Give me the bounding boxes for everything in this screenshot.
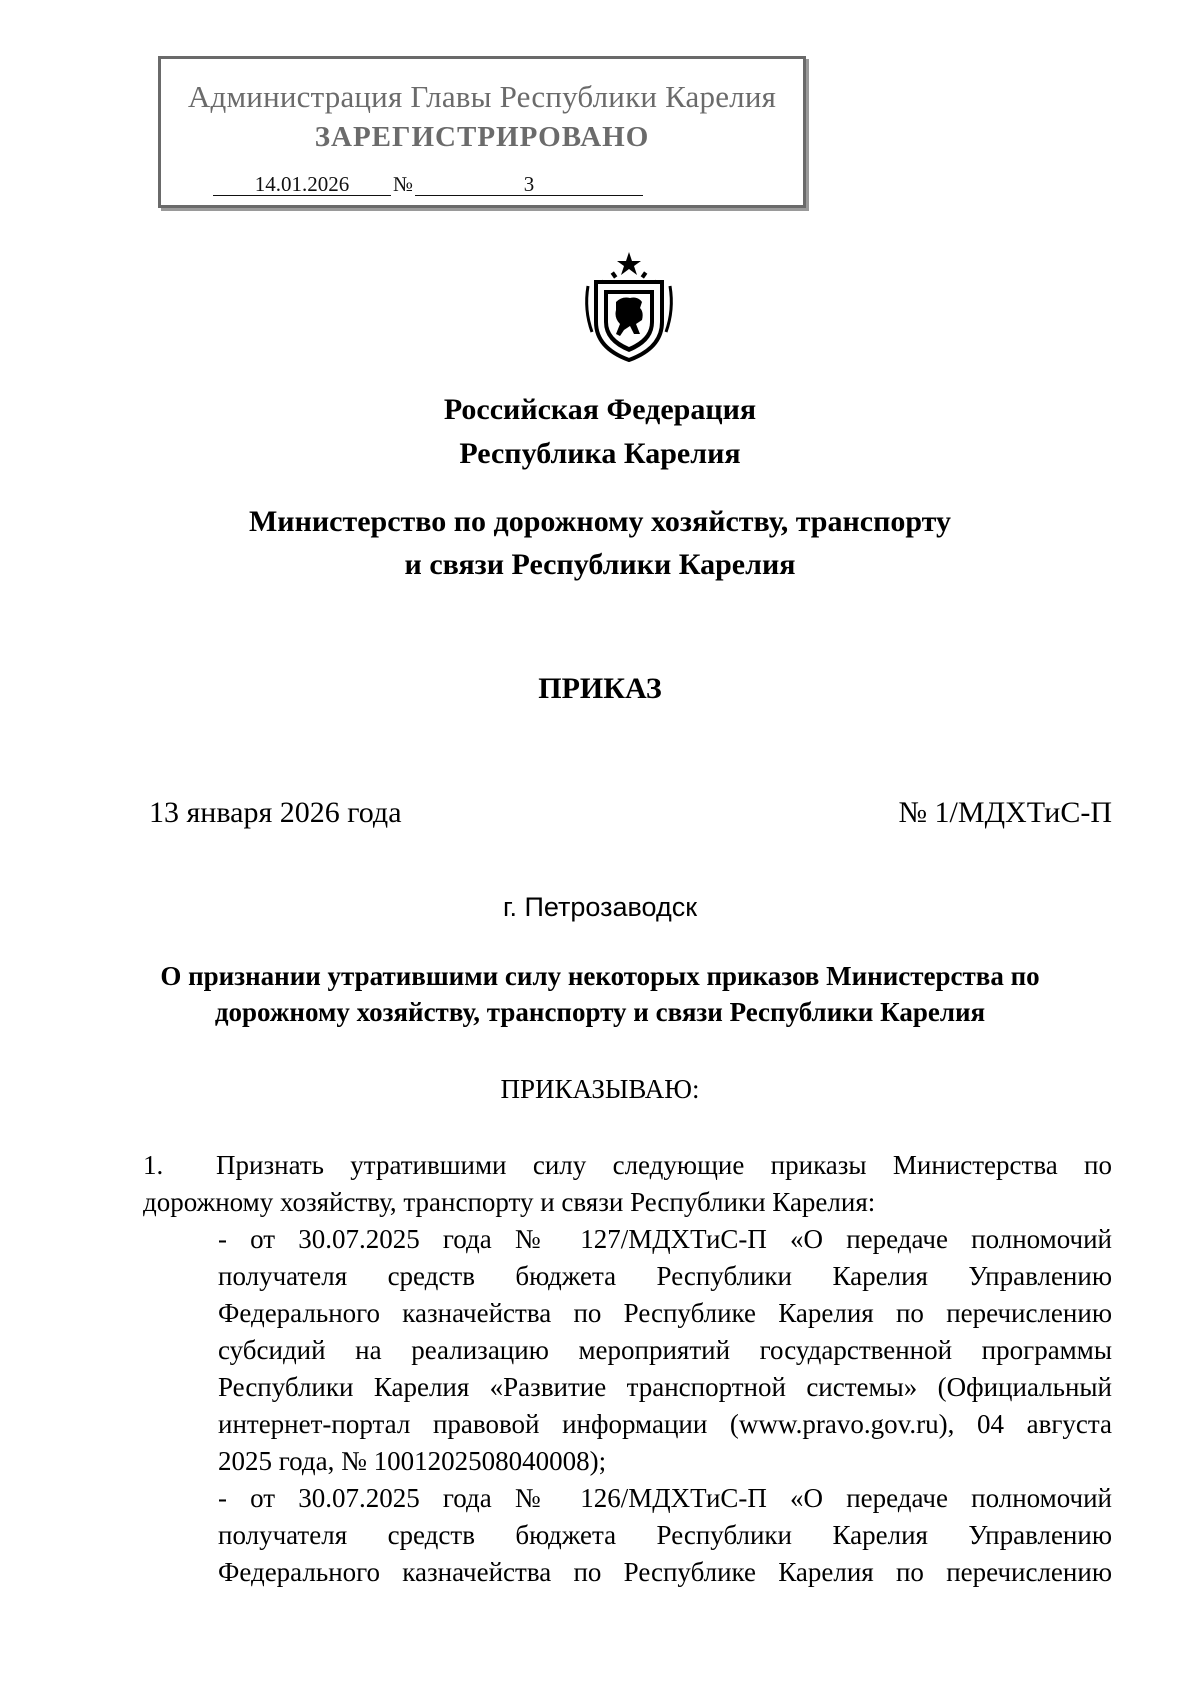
sub-item-1-line: Федерального казначейства по Республике Карелия по перечислению (218, 1298, 1112, 1328)
document-number: № 1/МДХТиС-П (898, 796, 1112, 829)
coat-of-arms-emblem (582, 250, 676, 362)
document-date: 13 января 2026 года (149, 796, 402, 829)
item-1 (143, 1147, 1112, 1221)
sub-item-1-line: 2025 года, № 1001202508040008); (218, 1446, 607, 1476)
sub-item-2-line: Федерального казначейства по Республике Карелия по перечислению (218, 1557, 1112, 1587)
document-type: ПРИКАЗ (538, 672, 662, 705)
item-1-line2: дорожному хозяйству, транспорту и связи Республики Карелия: (143, 1187, 876, 1217)
header-ministry-line1: Министерство по дорожному хозяйству, транспорту (248, 505, 952, 538)
sub-item-2 (218, 1480, 1112, 1591)
stamp-number: 3 (415, 173, 643, 196)
sub-item-1-line: субсидий на реализацию мероприятий государственной программы (218, 1335, 1112, 1365)
document-subject-line2: дорожному хозяйству, транспорту и связи Республики Карелия (214, 997, 986, 1027)
header-ministry-line2: и связи Республики Карелия (404, 548, 796, 581)
order-word: ПРИКАЗЫВАЮ: (500, 1074, 700, 1104)
sub-item-1-line: получателя средств бюджета Республики Карелия Управлению (218, 1261, 1112, 1291)
sub-item-2-line: - от 30.07.2025 года № 126/МДХТиС-П «О передаче полномочий (218, 1483, 1112, 1513)
stamp-registered-label: ЗАРЕГИСТРИРОВАНО (314, 121, 650, 153)
sub-item-1-line: Республики Карелия «Развитие транспортной системы» (Официальный (218, 1372, 1112, 1402)
sub-item-2-line: получателя средств бюджета Республики Карелия Управлению (218, 1520, 1112, 1550)
stamp-number-sign: № (393, 172, 414, 196)
sub-item-1 (218, 1221, 1112, 1480)
stamp-registration-line (213, 172, 643, 197)
header-republic: Республика Карелия (459, 437, 741, 470)
sub-item-1-line: интернет-портал правовой информации (www.pravo.gov.ru), 04 августа (218, 1409, 1112, 1439)
item-1-line1: 1. Признать утратившими силу следующие приказы Министерства по (143, 1147, 1112, 1184)
header-country: Российская Федерация (443, 393, 757, 426)
star-icon (617, 252, 641, 275)
document-subject-line1: О признании утратившими силу некоторых приказов Министерства по (160, 961, 1040, 991)
sub-item-1-line: - от 30.07.2025 года № 127/МДХТиС-П «О передаче полномочий (218, 1224, 1112, 1254)
document-city: г. Петрозаводск (502, 892, 698, 922)
registration-stamp (158, 56, 806, 208)
stamp-date: 14.01.2026 (213, 173, 391, 196)
stamp-admin-title: Администрация Главы Республики Карелия (187, 79, 777, 114)
item-1-number: 1. (143, 1150, 164, 1180)
